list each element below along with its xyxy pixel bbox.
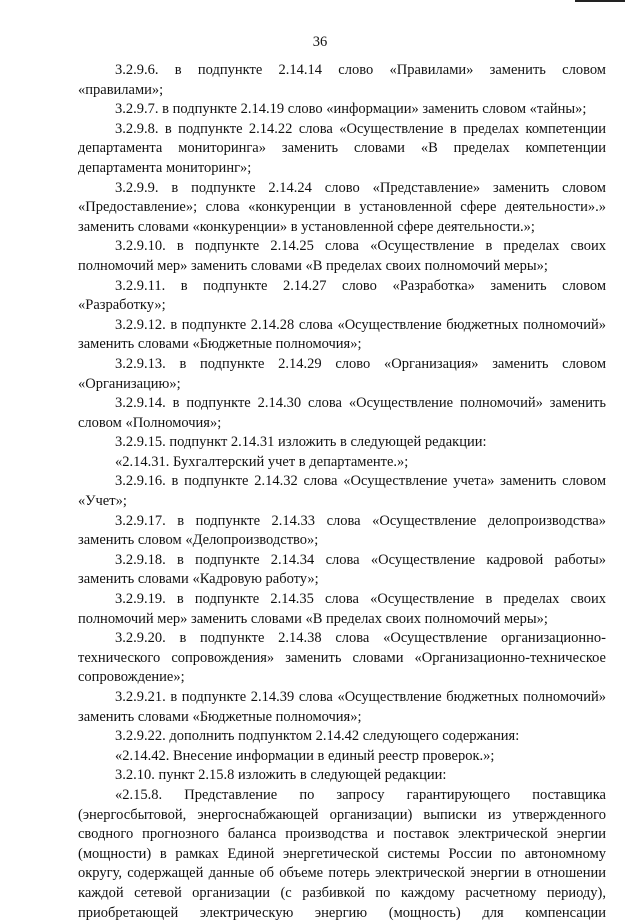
paragraph-3-2-9-10: 3.2.9.10. в подпункте 2.14.25 слова «Осуществление в пределах своих полномочий мер» заменить словами «В пределах своих полномочий меры»; [78,238,606,274]
paragraph-3-2-9-15: 3.2.9.15. подпункт 2.14.31 изложить в следующей редакции: [115,434,487,451]
paragraph-2-15-8-text: «2.15.8. Представление по запросу гарантирующего поставщика (энергосбытовой, энергоснабжающей организации) выписки из утвержденного сводного прогнозного баланса производства и поставок электрической энергии (мощности) в рамках Единой энергетической системы России по автономному округу, содержащей данные об объеме потерь электрической энергии в отношении каждой сетевой организации (с разбивкой по каждому расчетному периоду), приобретающей электрическую энергию (мощность) для компенсации [78,786,606,921]
paragraph-3-2-9-14: 3.2.9.14. в подпункте 2.14.30 слова «Осуществление полномочий» заменить словом «Полномочия»; [78,395,606,431]
paragraph-3-2-9-8: 3.2.9.8. в подпункте 2.14.22 слова «Осуществление в пределах компетенции департамента мониторинга» заменить словами «В пределах компетенции департамента мониторинг»; [78,120,606,176]
paragraph-3-2-9-17: 3.2.9.17. в подпункте 2.14.33 слова «Осуществление делопроизводства» заменить словом «Делопроизводство»; [78,512,606,549]
paragraph-3-2-9-12: 3.2.9.12. в подпункте 2.14.28 слова «Осуществление бюджетных полномочий» заменить словами «Бюджетные полномочия»; [78,316,606,353]
paragraph-3-2-9-7: 3.2.9.7. в подпункте 2.14.19 слово «информации» заменить словом «тайны»; [115,101,587,118]
paragraph-3-2-9-9: 3.2.9.9. в подпункте 2.14.24 слово «Представление» заменить словом «Предоставление»; слова «конкуренции в установленной сфере деятельности».» заменить словами «конкуренции» в установленной сфере деятельности.»; [78,179,606,235]
paragraph-3-2-10: 3.2.10. пункт 2.15.8 изложить в следующей редакции: [115,767,447,784]
paragraph-3-2-9-22: 3.2.9.22. дополнить подпунктом 2.14.42 следующего содержания: [115,728,520,745]
paragraph-3-2-9-20: 3.2.9.20. в подпункте 2.14.38 слова «Осуществление организационно-технического сопровождения» заменить словами «Организационно-техническое сопровождение»; [78,630,606,686]
paragraph-3-2-9-21: 3.2.9.21. в подпункте 2.14.39 слова «Осуществление бюджетных полномочий» заменить словами «Бюджетные полномочия»; [78,689,606,725]
paragraph-3-2-9-18: 3.2.9.18. в подпункте 2.14.34 слова «Осуществление кадровой работы» заменить словами «Кадровую работу»; [78,551,606,588]
paragraph-2-14-31-text: «2.14.31. Бухгалтерский учет в департаменте.»; [115,453,409,470]
paragraph-3-2-9-19: 3.2.9.19. в подпункте 2.14.35 слова «Осуществление в пределах своих полномочий мер» заменить словами «В пределах своих полномочий меры»; [78,591,606,627]
paragraph-3-2-9-6: 3.2.9.6. в подпункте 2.14.14 слово «Правилами» заменить словом «правилами»; [78,62,606,98]
paragraph-3-2-9-16: 3.2.9.16. в подпункте 2.14.32 слова «Осуществление учета» заменить словом «Учет»; [78,473,606,510]
paragraph-2-14-42-text: «2.14.42. Внесение информации в единый реестр проверок.»; [115,747,495,764]
paragraph-3-2-9-11: 3.2.9.11. в подпункте 2.14.27 слово «Разработка» заменить словом «Разработку»; [78,277,606,314]
paragraph-3-2-9-13: 3.2.9.13. в подпункте 2.14.29 слово «Организация» заменить словом «Организацию»; [78,355,606,392]
page-number: 36 [312,34,328,50]
document-body [78,61,606,923]
corner-scan-mark [575,0,625,2]
